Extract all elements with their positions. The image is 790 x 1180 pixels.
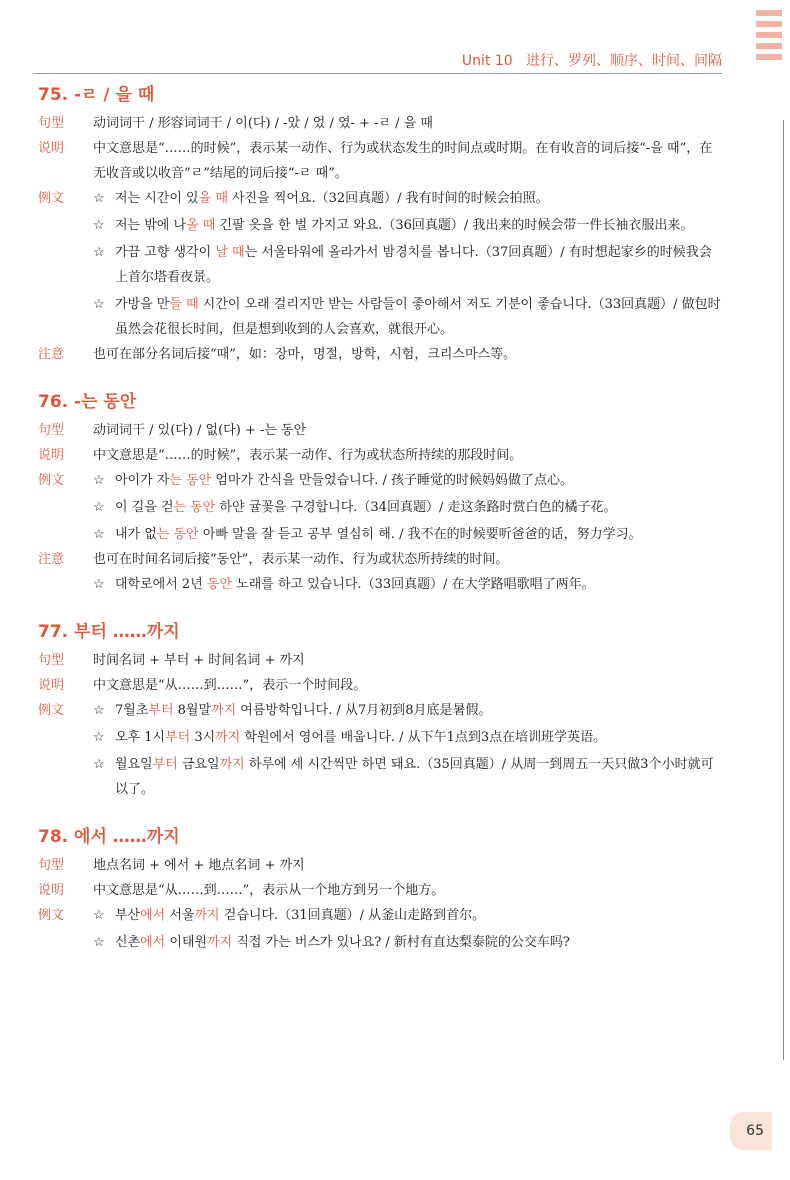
note-row <box>38 547 723 597</box>
example-fragment: 저는 밖에 나 <box>115 218 187 233</box>
explanation-row <box>38 878 723 903</box>
star-icon: ☆ <box>93 245 105 260</box>
pattern-row <box>38 648 723 673</box>
explanation-text: 中文意思是“……的时候”，表示某一动作、行为或状态发生的时间点或时期。在有收音的词后接“-을 때”，在无收音或以收音“ㄹ”结尾的词后接“-ㄹ 때”。 <box>93 141 713 181</box>
example-sentence <box>93 698 723 723</box>
example-text <box>115 903 723 928</box>
example-sentence <box>93 292 723 342</box>
example-fragment: 오후 1시 <box>115 730 166 745</box>
example-text <box>115 522 723 547</box>
pattern-text: 时间名词 + 부터 + 时间名词 + 까지 <box>93 653 305 668</box>
example-fragment: 학원에서 영어를 배웁니다. / 从下午1点到3点在培训班学英语。 <box>240 730 607 745</box>
note-label: 注意 <box>38 552 65 567</box>
explanation-row <box>38 673 723 698</box>
example-sentence <box>93 468 723 493</box>
star-icon: ☆ <box>93 703 105 718</box>
example-text <box>115 186 723 211</box>
example-fragment: 하루에 세 시간씩만 하면 돼요.（35回真题）/ 从周一到周五一天只做3个小时就可以了。 <box>115 757 714 797</box>
example-text <box>115 468 723 493</box>
grammar-highlight: 는 동안 <box>169 473 212 488</box>
example-text <box>115 930 723 955</box>
example-fragment: 걷습니다.（31回真题）/ 从釜山走路到首尔。 <box>219 908 486 923</box>
example-fragment: 아빠 말을 잘 듣고 공부 열심히 해. / 我不在的时候要听爸爸的话，努力学习。 <box>198 527 642 542</box>
example-fragment: 아이가 자 <box>115 473 170 488</box>
example-sentence <box>93 240 723 290</box>
grammar-highlight: 까지 <box>215 730 241 745</box>
star-icon: ☆ <box>93 191 105 206</box>
example-fragment: 7월초 <box>115 703 149 718</box>
star-icon: ☆ <box>93 757 105 772</box>
examples-row <box>38 468 723 547</box>
example-text <box>115 752 723 802</box>
grammar-highlight: 까지 <box>194 908 220 923</box>
pattern-row <box>38 418 723 443</box>
grammar-highlight: 올 때 <box>186 218 216 233</box>
page-number: 65 <box>746 1123 764 1139</box>
explanation-row <box>38 136 723 186</box>
example-fragment: 월요일 <box>115 757 153 772</box>
example-text <box>115 572 723 597</box>
margin-rule <box>783 120 784 1060</box>
note-text: 也可在部分名词后接“때”，如：장마，명절，방학，시험，크리스마스等。 <box>93 347 517 362</box>
star-icon: ☆ <box>93 500 105 515</box>
section-title: 76. -는 동안 <box>38 392 137 412</box>
example-fragment: 저는 시간이 있 <box>115 191 199 206</box>
note-body <box>93 342 723 367</box>
grammar-highlight: 는 동안 <box>173 500 216 515</box>
explanation-text: 中文意思是“从……到……”，表示一个时间段。 <box>93 678 367 693</box>
note-label: 注意 <box>38 347 65 362</box>
examples-list <box>93 698 723 802</box>
example-fragment: 부산 <box>115 908 141 923</box>
example-fragment: 이 길을 걷 <box>115 500 174 515</box>
header-rule <box>33 73 722 74</box>
grammar-highlight: 부터 <box>148 703 174 718</box>
pattern-label: 句型 <box>38 116 65 131</box>
example-sentence <box>93 725 723 750</box>
corner-stripes <box>756 10 782 65</box>
example-sentence <box>93 213 723 238</box>
example-fragment: 긴팔 옷을 한 벌 가지고 와요.（36回真题）/ 我出来的时候会带一件长袖衣服出来。 <box>215 218 694 233</box>
grammar-highlight: 에서 <box>140 908 166 923</box>
examples-row <box>38 903 723 955</box>
grammar-highlight: 부터 <box>152 757 178 772</box>
star-icon: ☆ <box>93 297 105 312</box>
examples-list <box>93 903 723 955</box>
note-body <box>93 547 723 597</box>
grammar-highlight: 까지 <box>207 935 233 950</box>
grammar-highlight: 까지 <box>219 757 245 772</box>
example-sentence <box>93 495 723 520</box>
note-row <box>38 342 723 367</box>
example-fragment: 하얀 귤꽃을 구경합니다.（34回真题）/ 走这条路时赏白色的橘子花。 <box>215 500 617 515</box>
explanation-label: 说明 <box>38 883 65 898</box>
grammar-section <box>38 387 723 597</box>
example-fragment: 대학로에서 2년 <box>115 577 207 592</box>
explanation-text: 中文意思是“……的时候”，表示某一动作、行为或状态所持续的那段时间。 <box>93 448 523 463</box>
pattern-row <box>38 853 723 878</box>
grammar-highlight: 날 때 <box>215 245 245 260</box>
running-header <box>462 50 722 70</box>
example-text <box>115 240 723 290</box>
grammar-section <box>38 822 723 955</box>
example-fragment: 서울 <box>165 908 195 923</box>
star-icon: ☆ <box>93 935 105 950</box>
pattern-text: 动词词干 / 있(다) / 없(다) + -는 동안 <box>93 423 307 438</box>
example-fragment: 노래를 하고 있습니다.（33回真题）/ 在大学路唱歌唱了两年。 <box>232 577 595 592</box>
examples-label: 例文 <box>38 191 65 206</box>
example-fragment: 가방을 만 <box>115 297 170 312</box>
example-fragment: 3시 <box>190 730 216 745</box>
pattern-text: 地点名词 + 에서 + 地点名词 + 까지 <box>93 858 305 873</box>
star-icon: ☆ <box>93 527 105 542</box>
example-fragment: 가끔 고향 생각이 <box>115 245 216 260</box>
grammar-highlight: 에서 <box>140 935 166 950</box>
example-fragment: 8월말 <box>173 703 212 718</box>
example-fragment: 시간이 오래 걸리지만 받는 사람들이 좋아해서 저도 기분이 좋습니다.（33回真题）/ 做包时虽然会花很长时间，但是想到收到的人会喜欢，就很开心。 <box>115 297 721 337</box>
section-title: 78. 에서 ……까지 <box>38 827 180 847</box>
grammar-highlight: 부터 <box>165 730 191 745</box>
unit-label: Unit 10 <box>461 53 513 69</box>
example-fragment: 내가 없 <box>115 527 157 542</box>
star-icon: ☆ <box>93 730 105 745</box>
grammar-highlight: 을 때 <box>198 191 228 206</box>
example-text <box>115 213 723 238</box>
examples-label: 例文 <box>38 908 65 923</box>
explanation-label: 说明 <box>38 678 65 693</box>
page-content <box>38 80 723 975</box>
pattern-row <box>38 111 723 136</box>
explanation-row <box>38 443 723 468</box>
examples-row <box>38 698 723 802</box>
star-icon: ☆ <box>93 908 105 923</box>
unit-topic: 进行、罗列、顺序、时间、间隔 <box>526 53 722 69</box>
explanation-text: 中文意思是“从……到……”，表示从一个地方到另一个地方。 <box>93 883 445 898</box>
star-icon: ☆ <box>93 218 105 233</box>
example-sentence <box>93 930 723 955</box>
explanation-label: 说明 <box>38 141 65 156</box>
grammar-highlight: 동안 <box>206 577 233 592</box>
pattern-label: 句型 <box>38 423 65 438</box>
pattern-label: 句型 <box>38 858 65 873</box>
example-fragment: 신촌 <box>115 935 141 950</box>
examples-list <box>93 468 723 547</box>
star-icon: ☆ <box>93 577 105 592</box>
example-sentence <box>93 903 723 928</box>
example-fragment: 이태원 <box>165 935 208 950</box>
example-fragment: 금요일 <box>177 757 220 772</box>
example-fragment: 는 서울타워에 올라가서 밤경치를 봅니다.（37回真题）/ 有时想起家乡的时候我会上首尔塔看夜景。 <box>115 245 712 285</box>
note-text: 也可在时间名词后接“동안”，表示某一动作、行为或状态所持续的时间。 <box>93 552 509 567</box>
explanation-label: 说明 <box>38 448 65 463</box>
example-text <box>115 495 723 520</box>
example-sentence <box>93 186 723 211</box>
example-fragment: 여름방학입니다. / 从7月初到8月底是暑假。 <box>236 703 492 718</box>
example-sentence <box>93 572 723 597</box>
example-fragment: 엄마가 간식을 만들었습니다. / 孩子睡觉的时候妈妈做了点心。 <box>211 473 574 488</box>
section-title: 77. 부터 ……까지 <box>38 622 180 642</box>
examples-list <box>93 186 723 342</box>
grammar-highlight: 들 때 <box>169 297 199 312</box>
example-text <box>115 725 723 750</box>
grammar-highlight: 는 동안 <box>156 527 199 542</box>
star-icon: ☆ <box>93 473 105 488</box>
example-sentence <box>93 752 723 802</box>
example-fragment: 사진을 찍어요.（32回真题）/ 我有时间的时候会拍照。 <box>227 191 549 206</box>
examples-row <box>38 186 723 342</box>
example-text <box>115 698 723 723</box>
grammar-highlight: 까지 <box>211 703 237 718</box>
pattern-text: 动词词干 / 形容词词干 / 이(다) / -았 / 었 / 였- + -ㄹ / 을 때 <box>93 116 433 131</box>
examples-label: 例文 <box>38 703 65 718</box>
example-fragment: 직접 가는 버스가 있나요? / 新村有直达梨泰院的公交车吗? <box>232 935 570 950</box>
example-text <box>115 292 723 342</box>
example-sentence <box>93 522 723 547</box>
examples-label: 例文 <box>38 473 65 488</box>
grammar-section <box>38 617 723 802</box>
grammar-section <box>38 80 723 367</box>
section-title: 75. -ㄹ / 을 때 <box>38 85 155 105</box>
pattern-label: 句型 <box>38 653 65 668</box>
